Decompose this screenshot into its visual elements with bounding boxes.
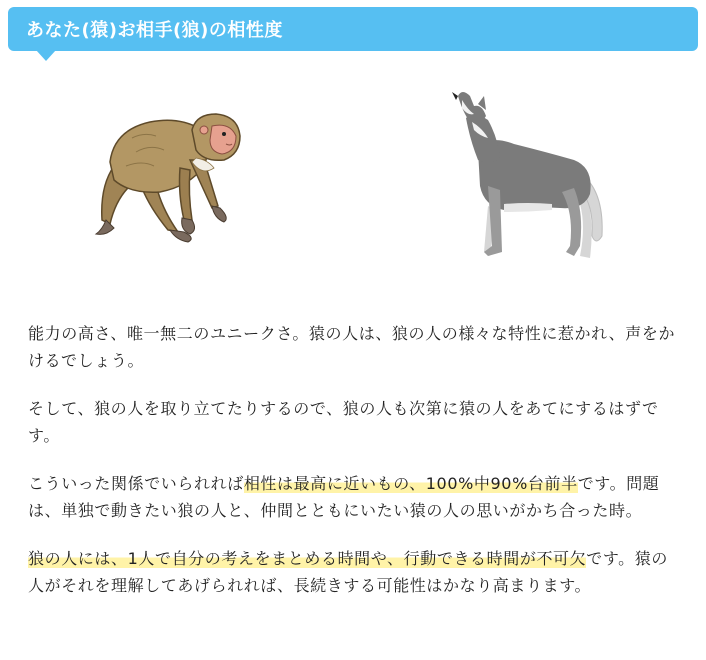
wolf-icon [448,86,608,266]
article-body [28,320,684,620]
paragraph-1 [28,320,684,374]
paragraph-4 [28,545,684,599]
section-header [8,7,698,51]
header-pointer [36,50,56,61]
paragraph-3 [28,470,684,524]
paragraph-4-highlight: 狼の人には、1人で自分の考えをまとめる時間や、行動できる時間が不可欠 [28,549,587,568]
section-title: あなた(猿)お相手(狼)の相性度 [26,20,283,41]
paragraph-3-highlight: 相性は最高に近いもの、100%中90%台前半 [243,474,578,493]
paragraph-3-text-before: こういった関係でいられれば [28,474,244,493]
monkey-icon [92,108,252,248]
paragraph-3-text-after: です。問題は、単独で動きたい狼の人と、仲間とともにいたい猿の人の思いがかち合った時。 [28,474,660,520]
paragraph-4-text-after: です。猿の人がそれを理解してあげられれば、長続きする可能性はかなり高まります。 [28,549,668,595]
paragraph-2 [28,395,684,449]
paragraph-1-text: 能力の高さ、唯一無二のユニークさ。猿の人は、狼の人の様々な特性に惹かれ、声をかけるでしょう。 [28,324,676,370]
paragraph-2-text: そして、狼の人を取り立てたりするので、狼の人も次第に猿の人をあてにするはずです。 [28,399,659,445]
